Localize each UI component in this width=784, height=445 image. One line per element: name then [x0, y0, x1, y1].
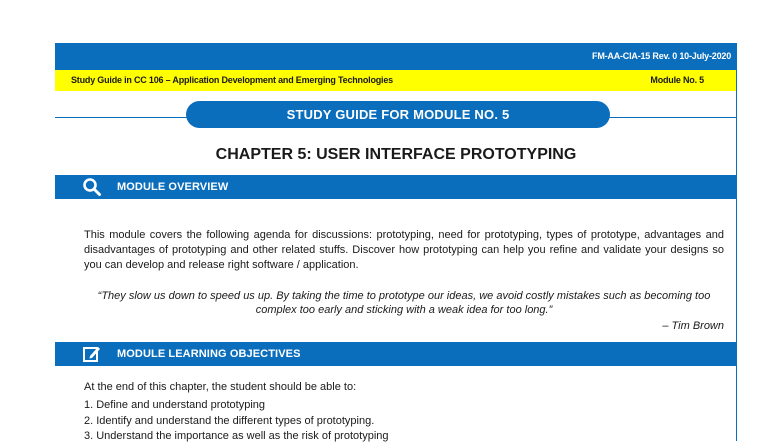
page-border-right [736, 43, 737, 441]
guide-title-rule-left [55, 117, 195, 118]
course-title-bar [55, 70, 737, 91]
module-overview-heading: MODULE OVERVIEW [117, 181, 229, 193]
list-item: 3. Understand the importance as well as the risk of prototyping [84, 430, 389, 442]
list-item: 1. Define and understand prototyping [84, 399, 266, 411]
module-number: Module No. 5 [650, 75, 704, 85]
chapter-title: CHAPTER 5: USER INTERFACE PROTOTYPING [215, 146, 577, 163]
module-overview-header [55, 175, 737, 199]
quote-author: – Tim Brown [662, 320, 724, 332]
course-title: Study Guide in CC 106 – Application Development and Emerging Technologies [71, 75, 393, 85]
overview-quote: “They slow us down to speed us up. By taking the time to prototype our ideas, we avoid costly mistakes such as becoming too complex too early and sticking with a weak idea for too long.” [97, 290, 711, 316]
guide-title: STUDY GUIDE FOR MODULE NO. 5 [186, 101, 610, 128]
learning-objectives-heading: MODULE LEARNING OBJECTIVES [117, 348, 301, 360]
overview-paragraph: This module covers the following agenda for discussions: prototyping, need for prototyping, types of prototype, advantages and disadvantages of prototyping and other related stuffs. Discover how prototyping can help you refine and validate your designs so you can develop and release right software / application. [84, 229, 724, 271]
form-code: FM-AA-CIA-15 Rev. 0 10-July-2020 [592, 51, 731, 61]
objectives-list [84, 398, 389, 445]
edit-icon [82, 344, 102, 364]
learning-objectives-header [55, 342, 737, 366]
form-code-bar [55, 43, 737, 70]
guide-title-rule-right [600, 117, 737, 118]
objectives-intro: At the end of this chapter, the student should be able to: [84, 381, 357, 393]
magnifier-icon [82, 177, 102, 197]
list-item: 2. Identify and understand the different types of prototyping. [84, 414, 375, 427]
